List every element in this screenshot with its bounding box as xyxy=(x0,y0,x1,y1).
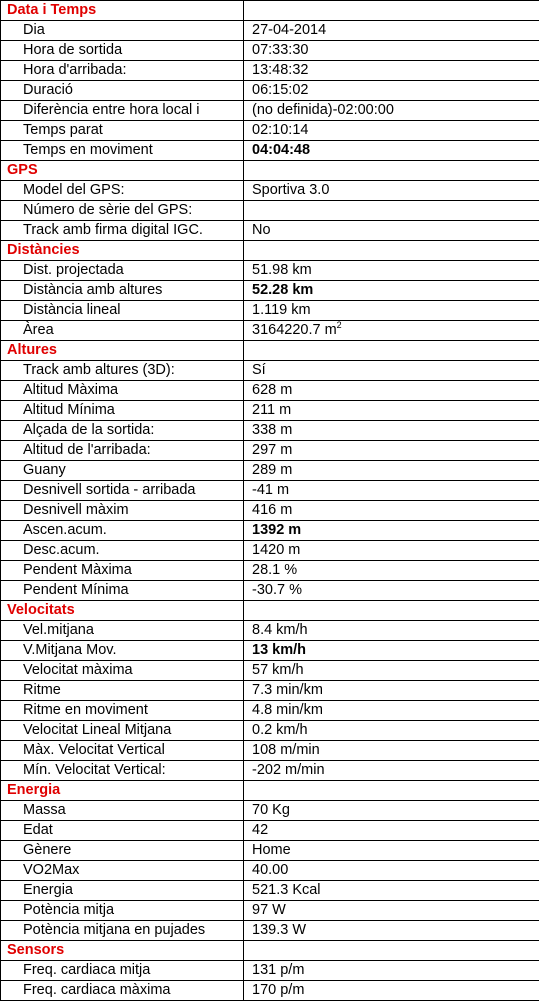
row-label: Distància lineal xyxy=(1,301,244,321)
row-value: 7.3 min/km xyxy=(244,681,539,701)
table-row xyxy=(1,21,539,41)
section-header-empty-cell xyxy=(244,341,539,361)
table-row xyxy=(1,381,539,401)
row-value: 02:10:14 xyxy=(244,121,539,141)
table-row xyxy=(1,741,539,761)
table-row xyxy=(1,441,539,461)
row-value: 1.119 km xyxy=(244,301,539,321)
table-row xyxy=(1,181,539,201)
row-label: VO2Max xyxy=(1,861,244,881)
section-header-row-sensors xyxy=(1,941,539,961)
row-value: 51.98 km xyxy=(244,261,539,281)
row-value: 27-04-2014 xyxy=(244,21,539,41)
table-row xyxy=(1,421,539,441)
row-label: Potència mitjana en pujades xyxy=(1,921,244,941)
row-value: Sportiva 3.0 xyxy=(244,181,539,201)
row-value: 131 p/m xyxy=(244,961,539,981)
row-value: 97 W xyxy=(244,901,539,921)
table-row xyxy=(1,901,539,921)
row-label: Potència mitja xyxy=(1,901,244,921)
row-label: Desc.acum. xyxy=(1,541,244,561)
row-value: 0.2 km/h xyxy=(244,721,539,741)
row-value: 06:15:02 xyxy=(244,81,539,101)
row-label: Hora de sortida xyxy=(1,41,244,61)
section-header-row-data-i-temps xyxy=(1,1,539,21)
table-row xyxy=(1,881,539,901)
row-value: Home xyxy=(244,841,539,861)
section-title: Data i Temps xyxy=(1,1,244,21)
row-value: 70 Kg xyxy=(244,801,539,821)
row-label: Pendent Mínima xyxy=(1,581,244,601)
table-row xyxy=(1,481,539,501)
table-row xyxy=(1,141,539,161)
table-row xyxy=(1,101,539,121)
row-label: Màx. Velocitat Vertical xyxy=(1,741,244,761)
row-value: 3164220.7 $m^2$ xyxy=(244,321,539,341)
row-value: 338 m xyxy=(244,421,539,441)
row-label: Desnivell sortida - arribada xyxy=(1,481,244,501)
table-row xyxy=(1,61,539,81)
row-label: Desnivell màxim xyxy=(1,501,244,521)
row-label: Temps parat xyxy=(1,121,244,141)
row-label: Altitud Mínima xyxy=(1,401,244,421)
row-label: Velocitat Lineal Mitjana xyxy=(1,721,244,741)
table-row xyxy=(1,681,539,701)
row-value: 52.28 km xyxy=(244,281,539,301)
row-label: Pendent Màxima xyxy=(1,561,244,581)
table-row xyxy=(1,841,539,861)
table-row xyxy=(1,201,539,221)
row-value: 4.8 min/km xyxy=(244,701,539,721)
section-header-row-altures xyxy=(1,341,539,361)
section-header-empty-cell xyxy=(244,601,539,621)
row-label: Temps en moviment xyxy=(1,141,244,161)
row-value: 628 m xyxy=(244,381,539,401)
row-label: Ritme en moviment xyxy=(1,701,244,721)
row-value: 211 m xyxy=(244,401,539,421)
row-label: V.Mitjana Mov. xyxy=(1,641,244,661)
section-title: Altures xyxy=(1,341,244,361)
row-label: Diferència entre hora local i xyxy=(1,101,244,121)
row-label: Ritme xyxy=(1,681,244,701)
table-row xyxy=(1,921,539,941)
section-header-row-distancies xyxy=(1,241,539,261)
row-label: Àrea xyxy=(1,321,244,341)
row-value: 170 p/m xyxy=(244,981,539,1001)
table-row xyxy=(1,561,539,581)
row-label: Velocitat màxima xyxy=(1,661,244,681)
row-label: Freq. cardiaca màxima xyxy=(1,981,244,1001)
section-title: GPS xyxy=(1,161,244,181)
section-header-row-velocitats xyxy=(1,601,539,621)
row-value: 108 m/min xyxy=(244,741,539,761)
section-header-empty-cell xyxy=(244,241,539,261)
row-value: No xyxy=(244,221,539,241)
row-value: 42 xyxy=(244,821,539,841)
row-value: 13 km/h xyxy=(244,641,539,661)
table-row xyxy=(1,121,539,141)
table-row xyxy=(1,981,539,1001)
table-row xyxy=(1,821,539,841)
section-title: Velocitats xyxy=(1,601,244,621)
row-value: 289 m xyxy=(244,461,539,481)
table-row xyxy=(1,761,539,781)
row-label: Vel.mitjana xyxy=(1,621,244,641)
section-header-empty-cell xyxy=(244,941,539,961)
row-label: Alçada de la sortida: xyxy=(1,421,244,441)
row-label: Edat xyxy=(1,821,244,841)
table-row xyxy=(1,621,539,641)
row-label: Dist. projectada xyxy=(1,261,244,281)
row-value: 297 m xyxy=(244,441,539,461)
table-row xyxy=(1,701,539,721)
row-value: 8.4 km/h xyxy=(244,621,539,641)
table-row xyxy=(1,541,539,561)
row-value: 416 m xyxy=(244,501,539,521)
table-row xyxy=(1,501,539,521)
table-row xyxy=(1,361,539,381)
row-label: Mín. Velocitat Vertical: xyxy=(1,761,244,781)
table-row xyxy=(1,961,539,981)
row-value: 57 km/h xyxy=(244,661,539,681)
section-header-row-gps xyxy=(1,161,539,181)
row-value: 28.1 % xyxy=(244,561,539,581)
section-header-empty-cell xyxy=(244,161,539,181)
row-value: -30.7 % xyxy=(244,581,539,601)
table-row xyxy=(1,81,539,101)
row-value: 1420 m xyxy=(244,541,539,561)
stats-table-body xyxy=(1,1,539,1001)
section-header-row-energia xyxy=(1,781,539,801)
row-value xyxy=(244,201,539,221)
row-value: 04:04:48 xyxy=(244,141,539,161)
table-row xyxy=(1,221,539,241)
section-header-empty-cell xyxy=(244,1,539,21)
row-label: Hora d'arribada: xyxy=(1,61,244,81)
row-label: Distància amb altures xyxy=(1,281,244,301)
row-label: Ascen.acum. xyxy=(1,521,244,541)
row-label: Track amb altures (3D): xyxy=(1,361,244,381)
section-title: Distàncies xyxy=(1,241,244,261)
table-row xyxy=(1,581,539,601)
table-row xyxy=(1,641,539,661)
row-label: Duració xyxy=(1,81,244,101)
row-label: Track amb firma digital IGC. xyxy=(1,221,244,241)
section-title: Sensors xyxy=(1,941,244,961)
table-row xyxy=(1,281,539,301)
table-row xyxy=(1,721,539,741)
row-label: Altitud de l'arribada: xyxy=(1,441,244,461)
table-row xyxy=(1,41,539,61)
table-row xyxy=(1,321,539,341)
table-row xyxy=(1,401,539,421)
row-label: Freq. cardiaca mitja xyxy=(1,961,244,981)
section-header-empty-cell xyxy=(244,781,539,801)
section-title: Energia xyxy=(1,781,244,801)
row-label: Massa xyxy=(1,801,244,821)
row-value: 13:48:32 xyxy=(244,61,539,81)
table-row xyxy=(1,521,539,541)
table-row xyxy=(1,861,539,881)
table-row xyxy=(1,261,539,281)
row-label: Energia xyxy=(1,881,244,901)
row-label: Dia xyxy=(1,21,244,41)
row-label: Guany xyxy=(1,461,244,481)
row-label: Número de sèrie del GPS: xyxy=(1,201,244,221)
row-value: 40.00 xyxy=(244,861,539,881)
row-value: 521.3 Kcal xyxy=(244,881,539,901)
row-label: Gènere xyxy=(1,841,244,861)
row-value: Sí xyxy=(244,361,539,381)
table-row xyxy=(1,461,539,481)
row-label: Model del GPS: xyxy=(1,181,244,201)
row-value: 139.3 W xyxy=(244,921,539,941)
row-value: -41 m xyxy=(244,481,539,501)
superscript: 2 xyxy=(336,320,342,331)
table-row xyxy=(1,661,539,681)
row-value: -202 m/min xyxy=(244,761,539,781)
row-value: 1392 m xyxy=(244,521,539,541)
table-row xyxy=(1,301,539,321)
row-value: 07:33:30 xyxy=(244,41,539,61)
row-value: (no definida)-02:00:00 xyxy=(244,101,539,121)
table-row xyxy=(1,801,539,821)
row-label: Altitud Màxima xyxy=(1,381,244,401)
